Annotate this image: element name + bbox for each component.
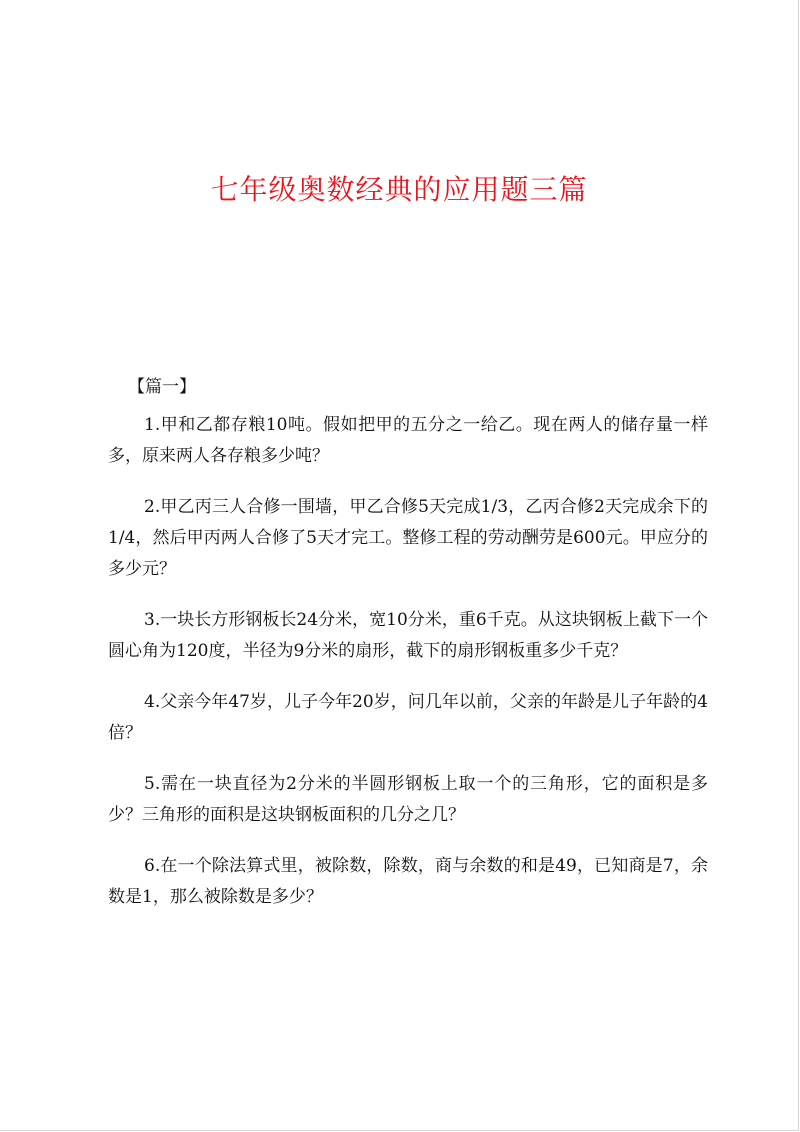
question-3: 3.一块长方形钢板长24分米，宽10分米，重6千克。从这块钢板上截下一个圆心角为120度，半径为9分米的扇形，截下的扇形钢板重多少千克？ (108, 610, 708, 661)
section-heading: 【篇一】 (128, 377, 196, 397)
question-2: 2.甲乙丙三人合修一围墙，甲乙合修5天完成1/3，乙丙合修2天完成余下的1/4，然后甲丙两人合修了5天才完工。整修工程的劳动酬劳是600元。甲应分的多少元？ (108, 497, 708, 579)
question-list (108, 410, 708, 933)
question-5: 5.需在一块直径为2分米的半圆形钢板上取一个的三角形，它的面积是多少？三角形的面积是这块钢板面积的几分之几？ (108, 774, 708, 825)
question-6: 6.在一个除法算式里，被除数，除数，商与余数的和是49，已知商是7，余数是1，那么被除数是多少？ (108, 856, 708, 907)
document-title: 七年级奥数经典的应用题三篇 (210, 173, 588, 206)
question-1: 1.甲和乙都存粮10吨。假如把甲的五分之一给乙。现在两人的储存量一样多，原来两人各存粮多少吨？ (108, 415, 708, 466)
question-4: 4.父亲今年47岁，儿子今年20岁，问几年以前，父亲的年龄是儿子年龄的4倍？ (108, 692, 708, 743)
